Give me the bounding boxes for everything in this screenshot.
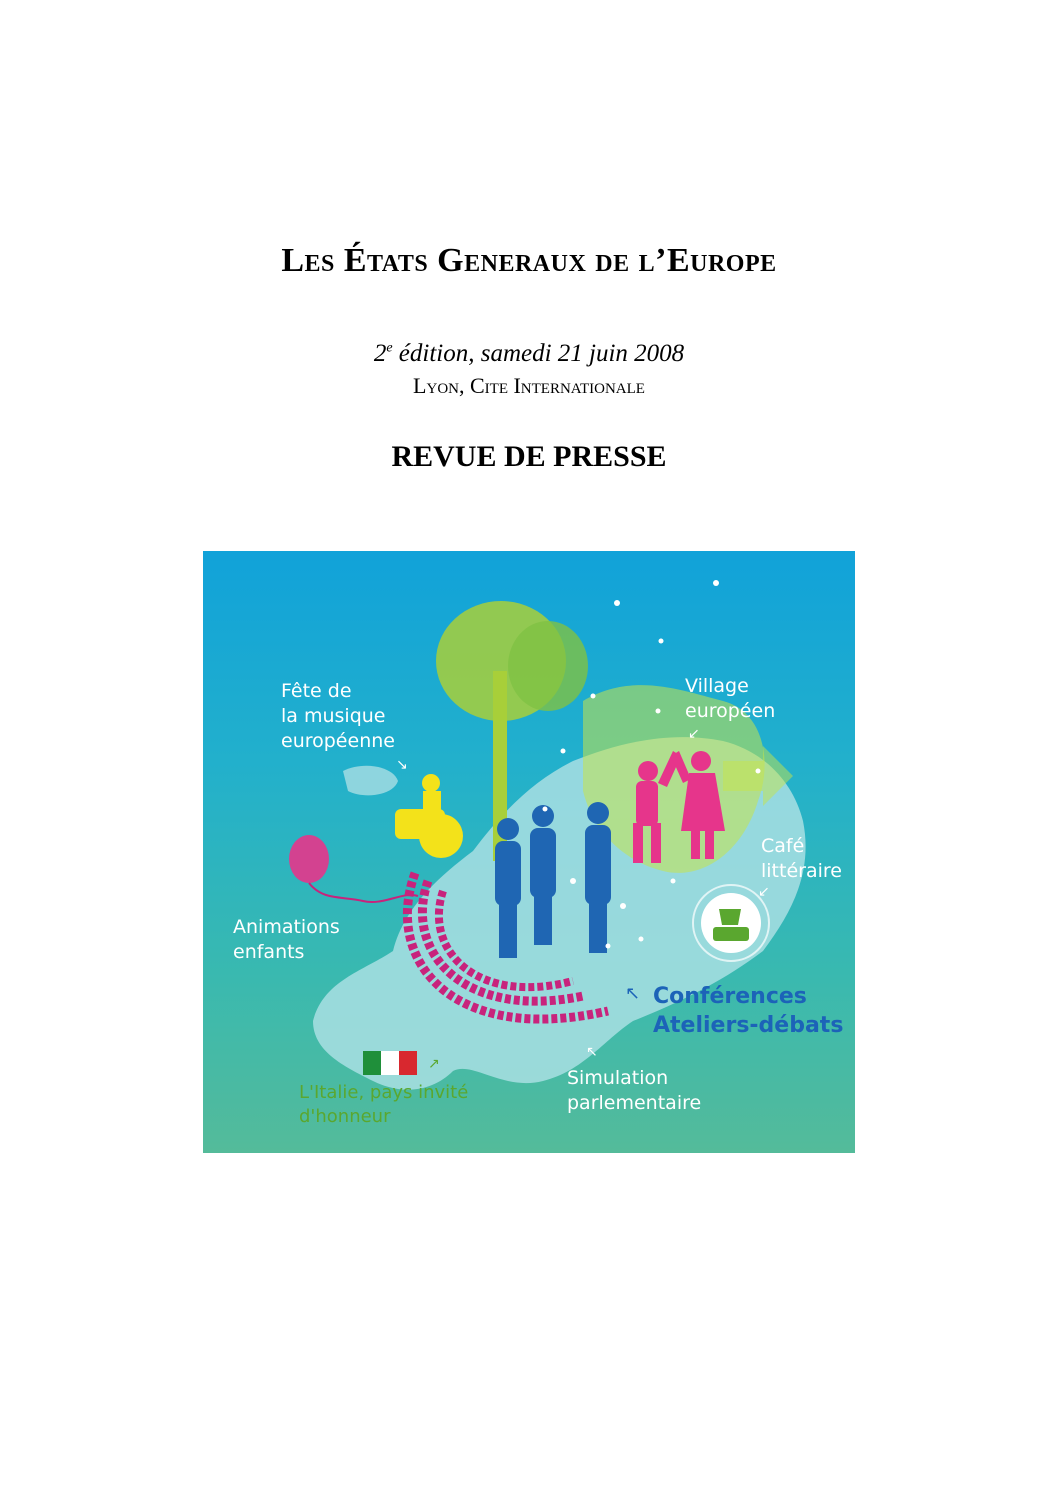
label-simulation-line-2: parlementaire [567,1092,702,1114]
label-conferences-line-2: Ateliers-débats [653,1013,844,1038]
label-fete-line-1: Fête de [281,680,352,702]
label-italie-line-2: d'honneur [299,1106,391,1127]
village-arrow-icon: ↙ [688,726,700,742]
label-cafe-line-2: littéraire [761,860,842,882]
label-italie-line-1: L'Italie, pays invité [299,1082,469,1103]
label-conferences-line-1: Conférences [653,984,807,1009]
label-animations-line-2: enfants [233,941,305,963]
cafe-cup [719,909,741,925]
label-cafe-line-1: Café [761,835,805,857]
document-subtitle: REVUE DE PRESSE [391,440,667,473]
label-village-line-1: Village [685,675,749,697]
flag-red [399,1051,417,1075]
edition-superscript: e [386,340,393,356]
label-cafe [761,834,842,884]
label-fete-line-2: la musique [281,705,386,727]
conferences-arrow-icon: ↖ [625,983,641,1004]
cafe-arrow-icon: ↙ [758,884,770,900]
label-village [685,674,775,724]
drummer-head [422,774,440,792]
fete-arrow-icon: ↘ [396,757,408,773]
flag-white [381,1051,399,1075]
label-conferences [653,982,843,1040]
italie-arrow-icon: ↗ [428,1056,440,1072]
label-animations-line-1: Animations [233,916,340,938]
event-location: Lyon, Cite Internationale [413,373,645,398]
cafe-books [713,927,749,941]
label-fete [281,679,395,754]
poster-illustration [203,551,855,1153]
label-simulation [567,1066,701,1116]
flag-green [363,1051,381,1075]
tree-crown-right [508,621,588,711]
label-italie [299,1081,468,1129]
edition-date: édition, samedi 21 juin 2008 [392,340,685,367]
label-animations [233,915,340,965]
label-fete-line-3: européenne [281,730,395,752]
event-poster [203,551,855,1153]
document-title: Les États Generaux de l’Europe [281,242,777,279]
edition-line [0,340,1058,368]
label-simulation-line-1: Simulation [567,1067,669,1089]
label-village-line-2: européen [685,700,776,722]
balloon-string [309,883,418,902]
drummer-body [423,791,441,821]
simulation-arrow-icon: ↖ [586,1044,598,1060]
iceland-shape [343,766,398,796]
balloon [289,835,329,883]
edition-number: 2 [373,340,387,367]
